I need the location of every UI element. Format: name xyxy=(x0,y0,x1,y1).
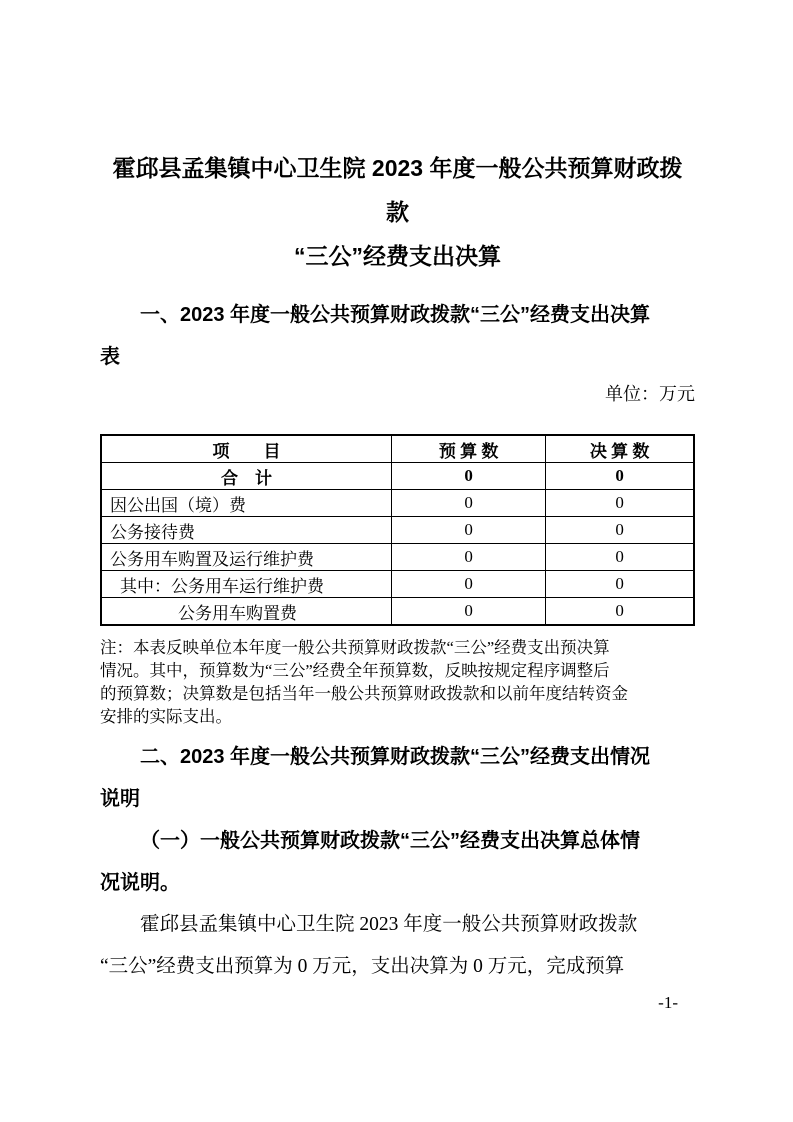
table-cell-budget: 0 xyxy=(392,598,546,626)
table-note-line3: 的预算数；决算数是包括当年一般公共预算财政拨款和以前年度结转资金 xyxy=(100,684,628,703)
table-header-final: 决 算 数 xyxy=(546,435,694,463)
table-row-abroad xyxy=(101,490,694,517)
page-number: -1- xyxy=(658,993,678,1012)
three-public-expense-table xyxy=(100,434,695,626)
table-header-row xyxy=(101,435,694,463)
body-paragraph-line1: 霍邱县孟集镇中心卫生院 2023 年度一般公共预算财政拨款 xyxy=(140,914,638,935)
table-cell-label: 公务用车购置费 xyxy=(101,598,392,626)
document-title xyxy=(100,146,695,278)
document-title-line2: 款 xyxy=(386,199,409,225)
table-header-budget: 预 算 数 xyxy=(392,435,546,463)
body-paragraph xyxy=(100,904,695,988)
section1-heading-line2: 表 xyxy=(100,346,120,368)
table-note xyxy=(100,636,695,728)
section1-heading-line1: 一、2023 年度一般公共预算财政拨款“三公”经费支出决算 xyxy=(140,304,651,326)
table-cell-final: 0 xyxy=(546,463,694,490)
subsection1-heading-line1: （一）一般公共预算财政拨款“三公”经费支出决算总体情 xyxy=(140,830,640,852)
table-cell-budget: 0 xyxy=(392,463,546,490)
table-cell-budget: 0 xyxy=(392,544,546,571)
table-cell-label: 合 计 xyxy=(101,463,392,490)
subsection1-heading-line2: 况说明。 xyxy=(100,872,180,894)
table-note-line2: 情况。其中，预算数为“三公”经费全年预算数，反映按规定程序调整后 xyxy=(100,661,610,680)
section2-heading-line1: 二、2023 年度一般公共预算财政拨款“三公”经费支出情况 xyxy=(140,746,651,768)
document-title-line1: 霍邱县孟集镇中心卫生院 2023 年度一般公共预算财政拨 xyxy=(112,155,683,181)
table-cell-budget: 0 xyxy=(392,490,546,517)
table-cell-label: 因公出国（境）费 xyxy=(101,490,392,517)
table-cell-label: 公务用车购置及运行维护费 xyxy=(101,544,392,571)
table-cell-label: 公务接待费 xyxy=(101,517,392,544)
subsection1-heading xyxy=(100,820,695,904)
table-cell-label: 其中：公务用车运行维护费 xyxy=(101,571,392,598)
table-cell-final: 0 xyxy=(546,571,694,598)
table-row-vehicle-total xyxy=(101,544,694,571)
table-cell-final: 0 xyxy=(546,517,694,544)
table-row-reception xyxy=(101,517,694,544)
table-note-line4: 安排的实际支出。 xyxy=(100,707,232,726)
document-title-line3: “三公”经费支出决算 xyxy=(294,243,501,269)
table-row-vehicle-operation xyxy=(101,571,694,598)
table-cell-final: 0 xyxy=(546,544,694,571)
unit-label: 单位：万元 xyxy=(605,384,695,404)
section2-heading xyxy=(100,736,695,820)
table-row-vehicle-purchase xyxy=(101,598,694,626)
section2-heading-line2: 说明 xyxy=(100,788,140,810)
table-cell-final: 0 xyxy=(546,490,694,517)
table-cell-budget: 0 xyxy=(392,571,546,598)
body-paragraph-line2: “三公”经费支出预算为 0 万元，支出决算为 0 万元，完成预算 xyxy=(100,956,625,977)
table-cell-final: 0 xyxy=(546,598,694,626)
table-header-item: 项 目 xyxy=(101,435,392,463)
section1-heading xyxy=(100,294,695,378)
table-note-line1: 注：本表反映单位本年度一般公共预算财政拨款“三公”经费支出预决算 xyxy=(100,638,610,657)
table-cell-budget: 0 xyxy=(392,517,546,544)
table-row-total xyxy=(101,463,694,490)
